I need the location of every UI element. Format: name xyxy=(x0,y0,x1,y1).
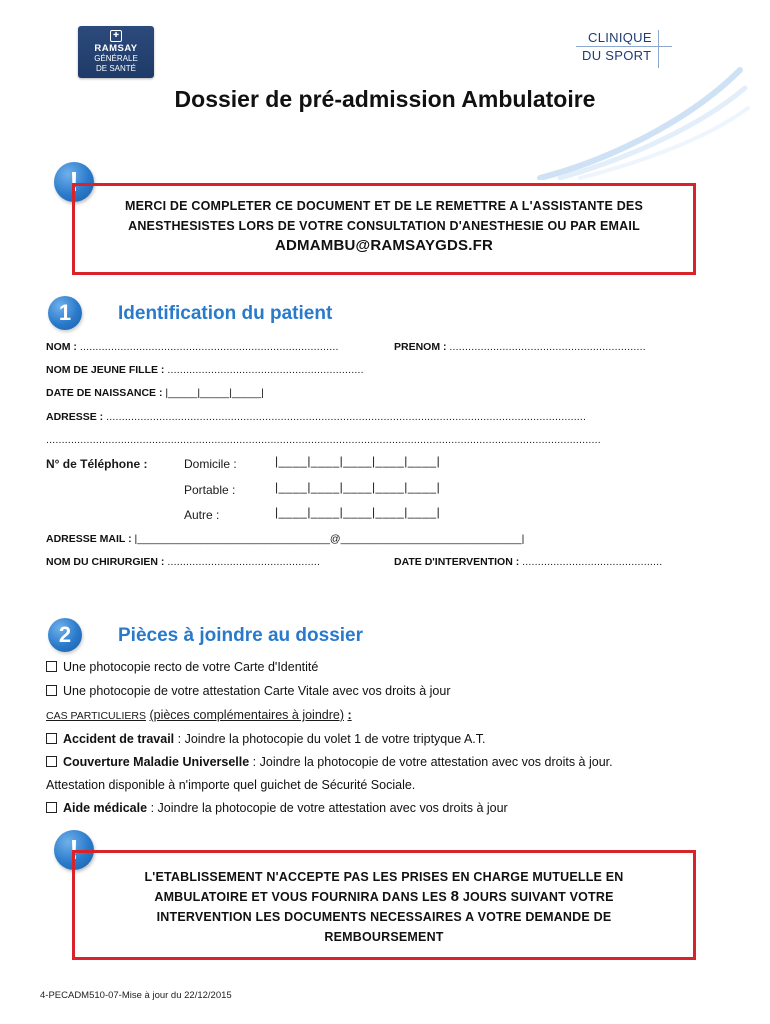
email-slots: |_________________________________@_______________________________| xyxy=(134,533,525,545)
accident-travail-text: : Joindre la photocopie du volet 1 de votre triptyque A.T. xyxy=(177,732,486,746)
nom-field[interactable] xyxy=(46,341,339,353)
checkbox-icon[interactable] xyxy=(46,733,57,744)
jeune-fille-dots: ............................................................... xyxy=(167,364,364,376)
checklist-item-carte-identite-label: Une photocopie recto de votre Carte d'Identité xyxy=(63,660,319,674)
nom-dots: ................................................................................... xyxy=(79,341,339,353)
ramsay-emblem-icon: ✚ xyxy=(110,30,122,42)
notice-box-bottom xyxy=(72,850,696,960)
notice-bottom-line1: L'ETABLISSEMENT N'ACCEPTE PAS LES PRISES EN CHARGE MUTUELLE EN xyxy=(144,870,624,884)
phone-type-portable: Portable : xyxy=(184,483,236,497)
notice-bottom-line2b: JOURS SUIVANT VOTRE xyxy=(459,890,614,904)
cas-particuliers-label: CAS PARTICULIERS xyxy=(46,710,146,722)
checklist-item-cmu[interactable] xyxy=(46,755,613,769)
phone-label: N° de Téléphone : xyxy=(46,457,148,471)
phone-domicile-input[interactable]: |____|____|____|____|____| xyxy=(275,454,441,468)
notice-bottom-line4: REMBOURSEMENT xyxy=(324,930,444,944)
jeune-fille-field[interactable] xyxy=(46,364,364,376)
ramsay-logo-line3: DE SANTÉ xyxy=(95,64,136,73)
adresse-dots: .......................................................................................................................................................... xyxy=(106,411,587,423)
aide-medicale-label: Aide médicale xyxy=(63,801,148,815)
naissance-label: DATE DE NAISSANCE : xyxy=(46,387,163,399)
naissance-slots: |_____|_____|_____| xyxy=(165,387,264,399)
adresse-dots-line2: .................................................................................................................................................................................. xyxy=(46,434,601,446)
adresse-field[interactable] xyxy=(46,411,586,423)
cmu-label: Couverture Maladie Universelle xyxy=(63,755,250,769)
footer-reference: 4-PECADM510-07-Mise à jour du 22/12/2015 xyxy=(40,990,232,1001)
adresse-field-line2[interactable] xyxy=(46,434,601,446)
chirurgien-field[interactable] xyxy=(46,556,320,568)
checkbox-icon[interactable] xyxy=(46,756,57,767)
jeune-fille-label: NOM DE JEUNE FILLE : xyxy=(46,364,165,376)
clinique-logo-line2: DU SPORT xyxy=(582,48,652,63)
phone-autre-input[interactable]: |____|____|____|____|____| xyxy=(275,505,441,519)
adresse-label: ADRESSE : xyxy=(46,411,104,423)
section-1-number-icon: 1 xyxy=(48,296,82,330)
checklist-item-carte-vitale-label: Une photocopie de votre attestation Carte Vitale avec vos droits à jour xyxy=(63,684,451,698)
exclamation-icon: ! xyxy=(54,830,94,870)
checklist-item-carte-identite[interactable] xyxy=(46,660,318,674)
notice-bottom-line3: INTERVENTION LES DOCUMENTS NECESSAIRES A VOTRE DEMANDE DE xyxy=(156,910,612,924)
exclamation-icon: ! xyxy=(54,162,94,202)
intervention-dots: ............................................. xyxy=(522,556,663,568)
section-2-number-icon: 2 xyxy=(48,618,82,652)
nom-label: NOM : xyxy=(46,341,77,353)
cas-particuliers-sub: (pièces complémentaires à joindre) xyxy=(149,708,344,722)
notice-top-email: ADMAMBU@RAMSAYGDS.FR xyxy=(274,237,494,254)
checkbox-icon[interactable] xyxy=(46,661,57,672)
checklist-item-carte-vitale[interactable] xyxy=(46,684,451,698)
intervention-field[interactable] xyxy=(394,556,662,568)
cas-particuliers-colon: : xyxy=(347,708,352,722)
checklist-item-aide-medicale[interactable] xyxy=(46,801,508,815)
cmu-text: : Joindre la photocopie de votre attestation avec vos droits à jour. xyxy=(252,755,613,769)
ramsay-logo-line2: GÉNÉRALE xyxy=(94,54,138,63)
email-field[interactable] xyxy=(46,533,524,545)
notice-top-line1: MERCI DE COMPLETER CE DOCUMENT ET DE LE REMETTRE A L'ASSISTANTE DES xyxy=(124,199,643,213)
aide-medicale-text: : Joindre la photocopie de votre attestation avec vos droits à jour xyxy=(150,801,508,815)
intervention-label: DATE D'INTERVENTION : xyxy=(394,556,520,568)
notice-top-line2: ANESTHESISTES LORS DE VOTRE CONSULTATION D'ANESTHESIE OU PAR EMAIL xyxy=(128,219,640,233)
cas-particuliers-heading xyxy=(46,708,352,722)
notice-box-top xyxy=(72,183,696,275)
checklist-item-accident-travail[interactable] xyxy=(46,732,485,746)
clinique-logo-line1: CLINIQUE xyxy=(588,30,652,45)
checkbox-icon[interactable] xyxy=(46,685,57,696)
decorative-swoosh-icon xyxy=(520,60,750,180)
phone-type-domicile: Domicile : xyxy=(184,457,237,471)
ramsay-logo-line1: RAMSAY xyxy=(94,43,138,54)
email-label: ADRESSE MAIL : xyxy=(46,533,132,545)
phone-type-autre: Autre : xyxy=(184,508,220,522)
notice-bottom-line2a: AMBULATOIRE ET VOUS FOURNIRA DANS LES xyxy=(154,890,451,904)
section-1-title: Identification du patient xyxy=(118,303,333,324)
section-2-title: Pièces à joindre au dossier xyxy=(118,625,363,646)
ramsay-logo xyxy=(78,26,154,78)
prenom-dots: ............................................................... xyxy=(449,341,646,353)
naissance-field[interactable] xyxy=(46,387,264,399)
chirurgien-dots: ................................................. xyxy=(167,556,321,568)
accident-travail-label: Accident de travail xyxy=(63,732,175,746)
notice-bottom-line2 xyxy=(75,887,693,907)
checkbox-icon[interactable] xyxy=(46,802,57,813)
prenom-field[interactable] xyxy=(394,341,646,353)
prenom-label: PRENOM : xyxy=(394,341,447,353)
notice-bottom-days: 8 xyxy=(450,888,460,905)
cmu-note: Attestation disponible à n'importe quel guichet de Sécurité Sociale. xyxy=(46,778,416,792)
chirurgien-label: NOM DU CHIRURGIEN : xyxy=(46,556,165,568)
page-title: Dossier de pré-admission Ambulatoire xyxy=(174,86,596,112)
phone-portable-input[interactable]: |____|____|____|____|____| xyxy=(275,480,441,494)
